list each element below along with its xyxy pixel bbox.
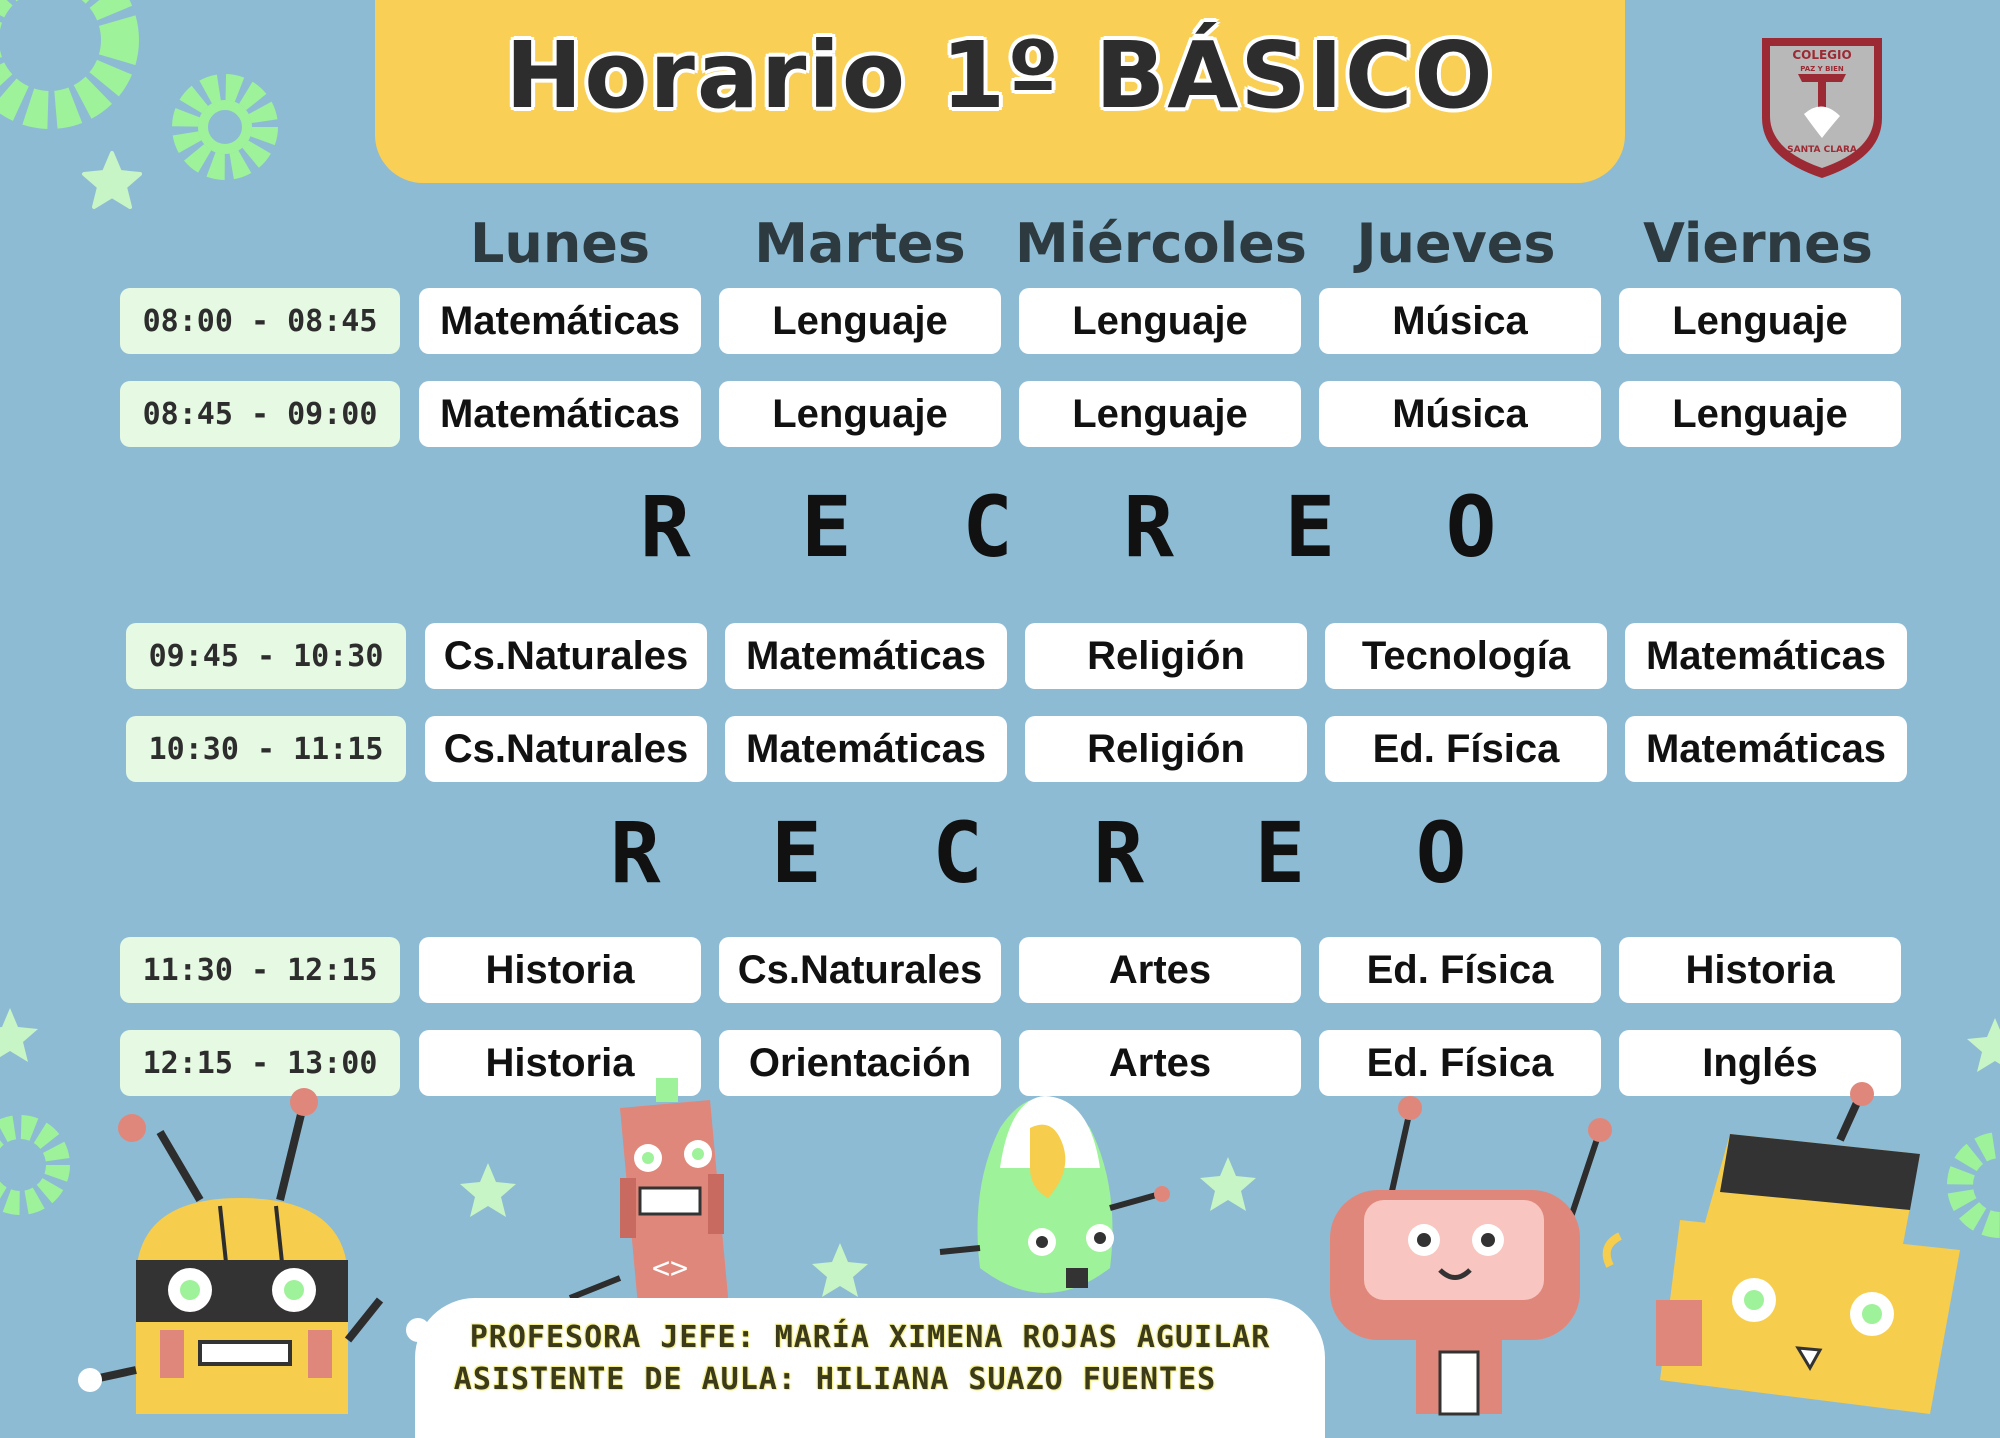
break-label: R E C R E O	[610, 804, 1467, 902]
time-slot: 11:30 - 12:15	[120, 937, 400, 1003]
logo-top-text: COLEGIO	[1792, 48, 1852, 62]
robot-green-icon	[940, 1068, 1170, 1318]
star-icon	[810, 1240, 870, 1300]
class-cell: Cs.Naturales	[425, 623, 707, 689]
day-header-thursday: Jueves	[1356, 212, 1556, 275]
logo-motto: PAZ Y BIEN	[1800, 65, 1844, 73]
class-cell: Ed. Física	[1319, 1030, 1601, 1096]
page-title: Horario 1º BÁSICO	[505, 22, 1495, 129]
day-header-friday: Viernes	[1643, 212, 1873, 275]
homeroom-teacher: PROFESORA JEFE: MARÍA XIMENA ROJAS AGUILAR	[469, 1320, 1271, 1355]
time-slot: 12:15 - 13:00	[120, 1030, 400, 1096]
class-cell: Matemáticas	[419, 381, 701, 447]
time-slot: 09:45 - 10:30	[126, 623, 406, 689]
class-cell: Historia	[419, 937, 701, 1003]
robot-yellow-square-icon	[1590, 1080, 1970, 1414]
class-cell: Matemáticas	[419, 288, 701, 354]
time-slot: 08:00 - 08:45	[120, 288, 400, 354]
gear-icon	[170, 72, 280, 182]
star-icon	[1198, 1154, 1258, 1214]
class-cell: Historia	[419, 1030, 701, 1096]
class-cell: Lenguaje	[1619, 381, 1901, 447]
school-logo-icon	[1758, 34, 1886, 182]
star-icon	[458, 1160, 518, 1220]
class-cell: Ed. Física	[1319, 937, 1601, 1003]
star-icon	[82, 150, 142, 210]
class-cell: Lenguaje	[1019, 288, 1301, 354]
time-slot: 08:45 - 09:00	[120, 381, 400, 447]
class-cell: Matemáticas	[1625, 716, 1907, 782]
class-cell: Artes	[1019, 937, 1301, 1003]
class-cell: Matemáticas	[725, 716, 1007, 782]
star-icon	[0, 1005, 42, 1065]
class-cell: Religión	[1025, 623, 1307, 689]
class-cell: Orientación	[719, 1030, 1001, 1096]
logo-bottom-text: SANTA CLARA	[1787, 145, 1857, 155]
class-cell: Lenguaje	[1019, 381, 1301, 447]
class-cell: Ed. Física	[1325, 716, 1607, 782]
robot-pink-icon	[1320, 1090, 1620, 1414]
class-cell: Lenguaje	[719, 288, 1001, 354]
day-header-monday: Lunes	[469, 212, 651, 275]
class-cell: Música	[1319, 288, 1601, 354]
classroom-assistant: ASISTENTE DE AULA: HILIANA SUAZO FUENTES	[453, 1362, 1217, 1397]
svg-text:<>: <>	[651, 1251, 689, 1286]
break-label: R E C R E O	[640, 478, 1497, 576]
class-cell: Cs.Naturales	[425, 716, 707, 782]
day-header-tuesday: Martes	[754, 212, 966, 275]
class-cell: Historia	[1619, 937, 1901, 1003]
class-cell: Música	[1319, 381, 1601, 447]
class-cell: Matemáticas	[1625, 623, 1907, 689]
star-icon	[1965, 1015, 2000, 1085]
day-header-wednesday: Miércoles	[1015, 212, 1307, 275]
class-cell: Matemáticas	[725, 623, 1007, 689]
class-cell: Lenguaje	[1619, 288, 1901, 354]
class-cell: Artes	[1019, 1030, 1301, 1096]
time-slot: 10:30 - 11:15	[126, 716, 406, 782]
class-cell: Inglés	[1619, 1030, 1901, 1096]
gear-icon	[0, 0, 150, 150]
class-cell: Religión	[1025, 716, 1307, 782]
class-cell: Lenguaje	[719, 381, 1001, 447]
class-cell: Cs.Naturales	[719, 937, 1001, 1003]
class-cell: Tecnología	[1325, 623, 1607, 689]
